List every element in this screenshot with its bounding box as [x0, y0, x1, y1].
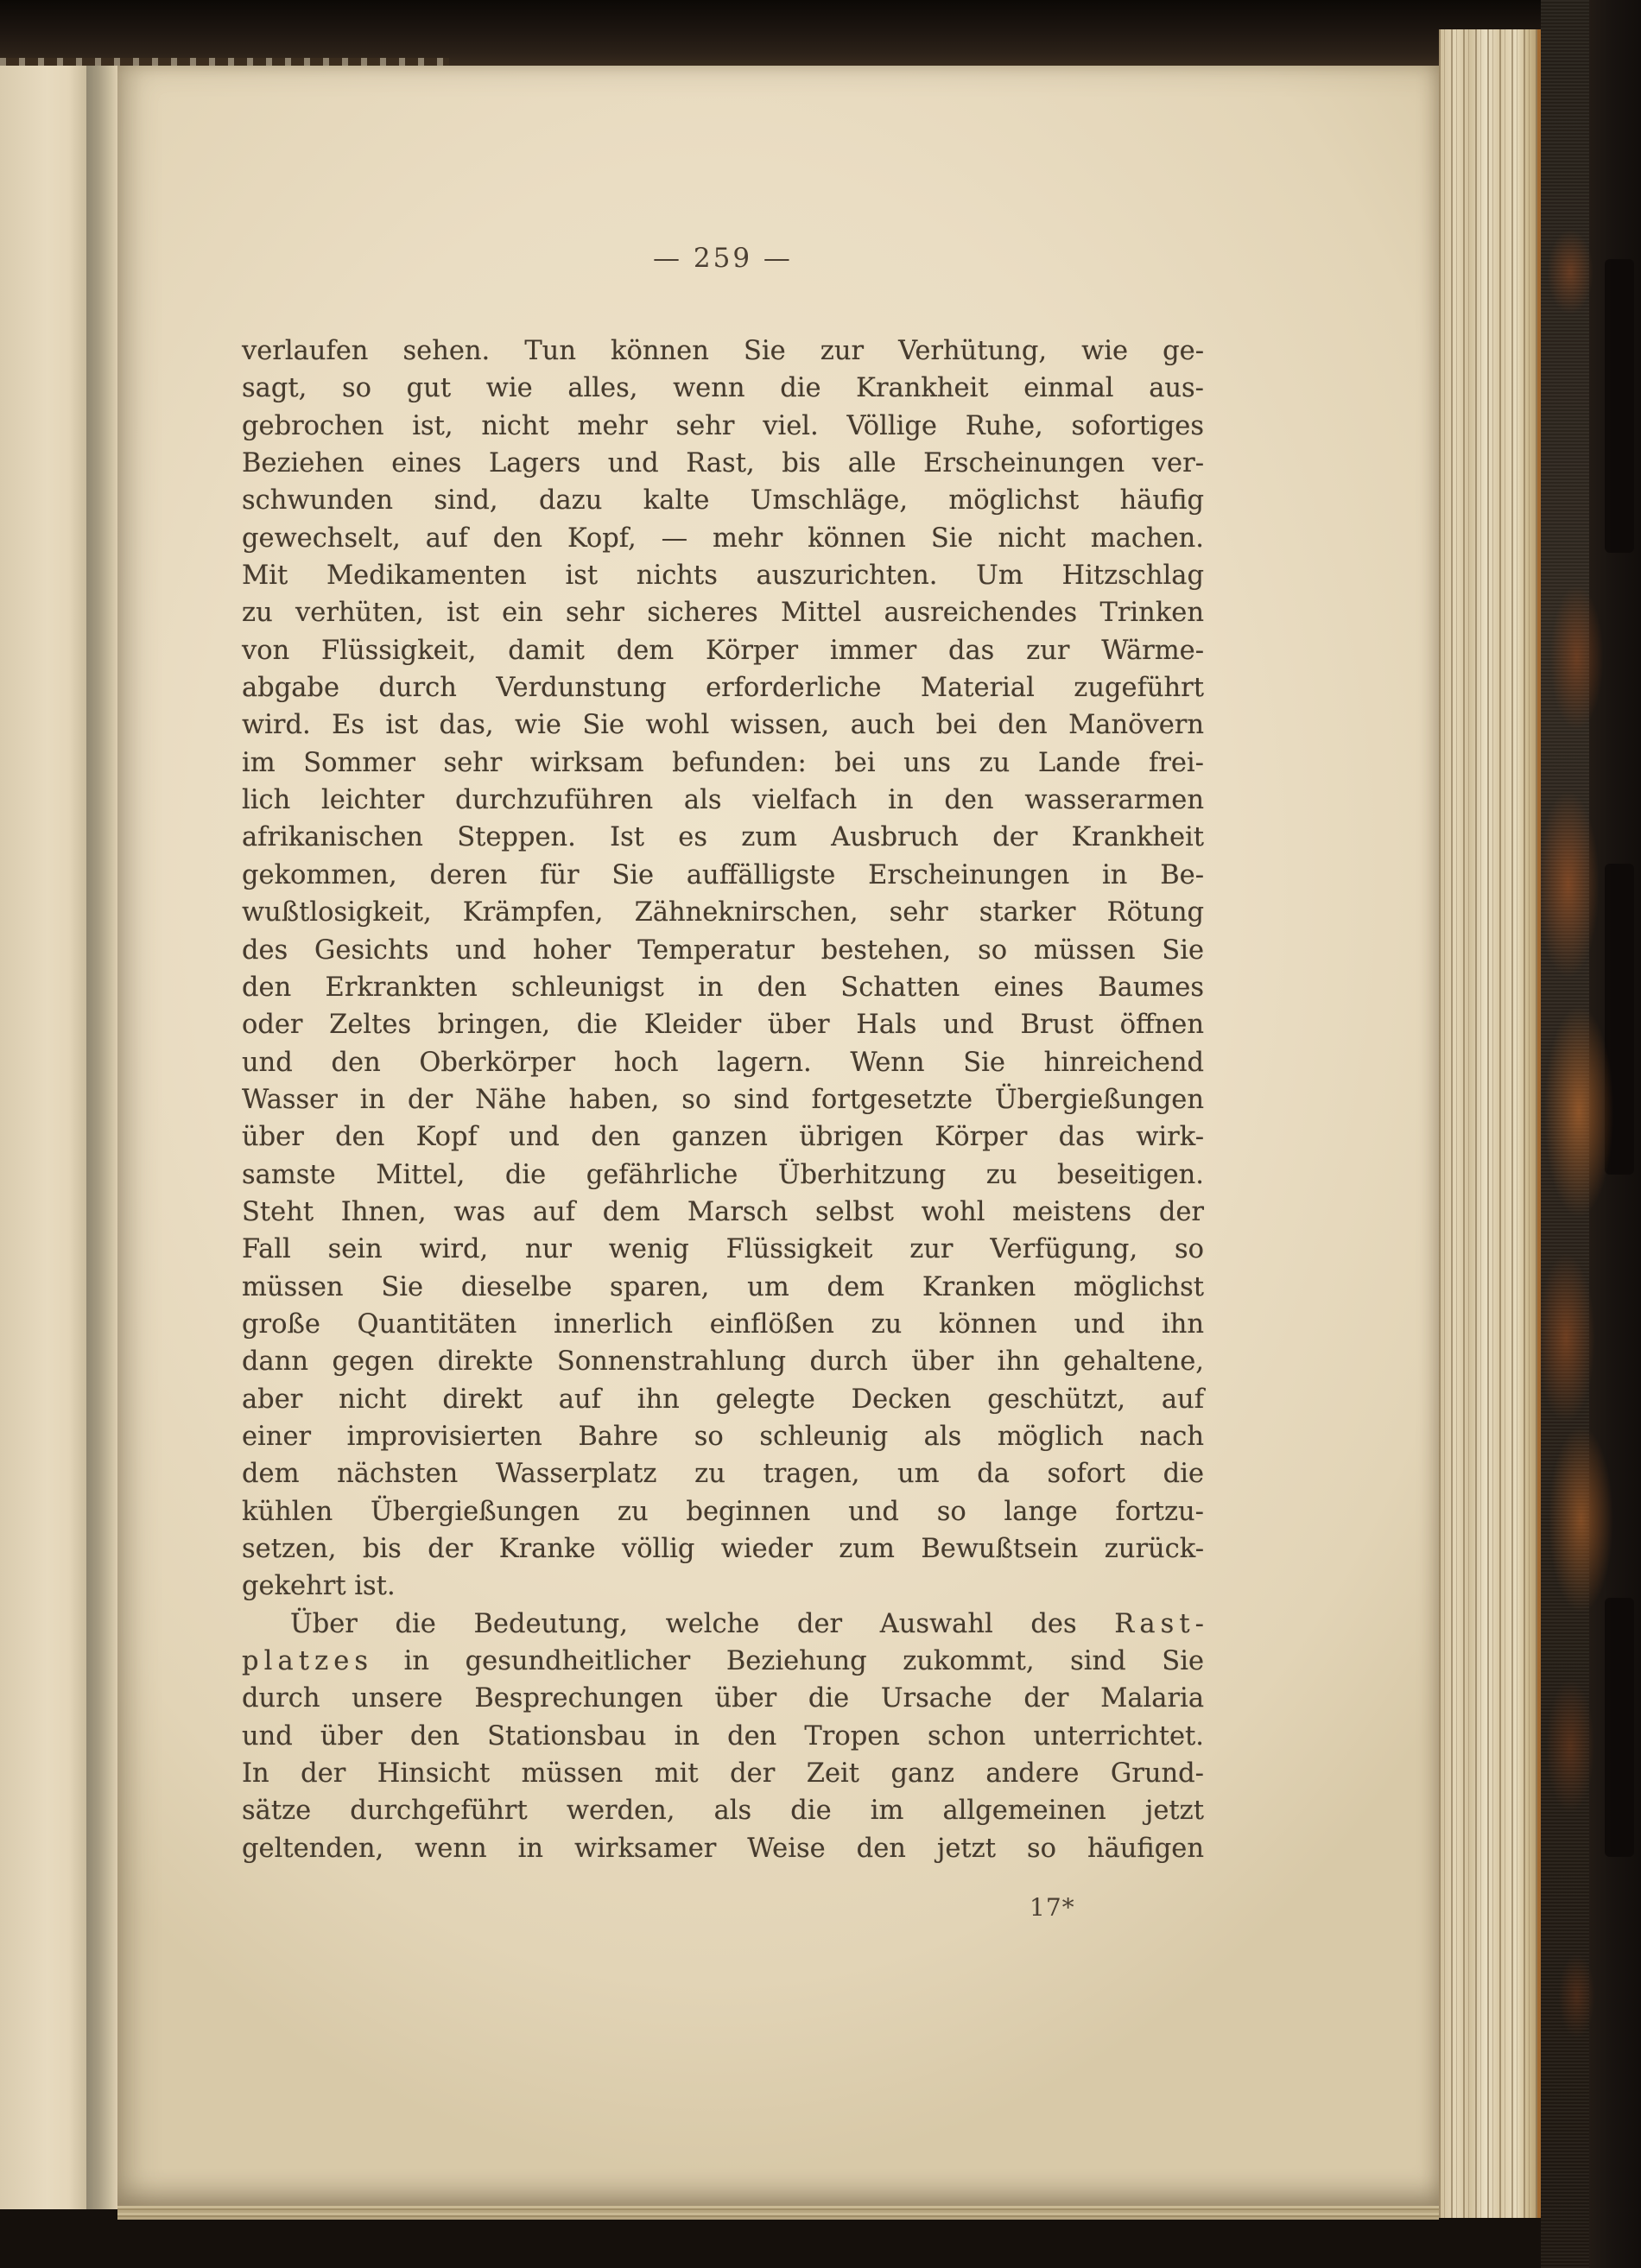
text-line: Beziehen eines Lagers und Rast, bis alle Erscheinungen ver-: [242, 448, 1204, 479]
text-line: samste Mittel, die gefährliche Überhitzung zu beseitigen.: [242, 1159, 1204, 1190]
book-cover-top-edge: [0, 0, 1641, 67]
text-line: verlaufen sehen. Tun können Sie zur Verhütung, wie ge-: [242, 336, 1204, 366]
cover-emboss-mark: [1605, 1598, 1634, 1857]
page-bottom-edges: [117, 2206, 1439, 2220]
text-line: den Erkrankten schleunigst in den Schatten eines Baumes: [242, 972, 1204, 1003]
text-line: über den Kopf und den ganzen übrigen Körper das wirk-: [242, 1122, 1204, 1153]
text-line: lich leichter durchzuführen als vielfach in den wasserarmen: [242, 785, 1204, 816]
text-line: und über den Stationsbau in den Tropen schon unterrichtet.: [242, 1720, 1204, 1752]
text-line: durch unsere Besprechungen über die Ursache der Malaria: [242, 1683, 1204, 1714]
text-line: oder Zeltes bringen, die Kleider über Hals und Brust öffnen: [242, 1010, 1204, 1041]
text-line: Über die Bedeutung, welche der Auswahl des R a s t -: [290, 1608, 1204, 1639]
text-line: von Flüssigkeit, damit dem Körper immer das zur Wärme-: [242, 635, 1204, 666]
text-line: aber nicht direkt auf ihn gelegte Decken geschützt, auf: [242, 1384, 1204, 1415]
text-line: p l a t z e s in gesundheitlicher Beziehung zukommt, sind Sie: [242, 1646, 1204, 1677]
page-number: — 259 —: [653, 243, 793, 274]
text-line: wird. Es ist das, wie Sie wohl wissen, auch bei den Manövern: [242, 710, 1204, 741]
text-line: schwunden sind, dazu kalte Umschläge, möglichst häufig: [242, 485, 1204, 516]
facing-page-edge: [0, 66, 86, 2209]
fore-edge-page-stack: [1439, 29, 1541, 2218]
text-line: gewechselt, auf den Kopf, — mehr können Sie nicht machen.: [242, 523, 1204, 554]
text-line: große Quantitäten innerlich einflößen zu können und ihn: [242, 1308, 1204, 1340]
text-line: im Sommer sehr wirksam befunden: bei uns zu Lande frei-: [242, 747, 1204, 778]
text-line: dem nächsten Wasserplatz zu tragen, um da sofort die: [242, 1459, 1204, 1490]
text-column: [242, 243, 1204, 1922]
text-line: Fall sein wird, nur wenig Flüssigkeit zur Verfügung, so: [242, 1234, 1204, 1265]
text-line: In der Hinsicht müssen mit der Zeit ganz andere Grund-: [242, 1758, 1204, 1790]
text-line: des Gesichts und hoher Temperatur bestehen, so müssen Sie: [242, 934, 1204, 966]
text-line: kühlen Übergießungen zu beginnen und so lange fortzu-: [242, 1496, 1204, 1527]
text-line: gebrochen ist, nicht mehr sehr viel. Völlige Ruhe, sofortiges: [242, 410, 1204, 441]
text-line: sätze durchgeführt werden, als die im allgemeinen jetzt: [242, 1796, 1204, 1827]
text-line: Steht Ihnen, was auf dem Marsch selbst wohl meistens der: [242, 1196, 1204, 1227]
text-line: zu verhüten, ist ein sehr sicheres Mittel ausreichendes Trinken: [242, 598, 1204, 629]
cover-emboss-mark: [1605, 864, 1634, 1175]
text-line: müssen Sie dieselbe sparen, um dem Kranken möglichst: [242, 1271, 1204, 1302]
text-line: geltenden, wenn in wirksamer Weise den jetzt so häufigen: [242, 1833, 1204, 1864]
text-line: gekommen, deren für Sie auffälligste Erscheinungen in Be-: [242, 859, 1204, 890]
text-line: Mit Medikamenten ist nichts auszurichten. Um Hitzschlag: [242, 561, 1204, 592]
cover-emboss-mark: [1605, 259, 1634, 553]
text-line: gekehrt ist.: [242, 1571, 396, 1602]
text-line: dann gegen direkte Sonnenstrahlung durch über ihn gehaltene,: [242, 1346, 1204, 1378]
text-line: setzen, bis der Kranke völlig wieder zum Bewußtsein zurück-: [242, 1534, 1204, 1564]
text-line: sagt, so gut wie alles, wenn die Krankheit einmal aus-: [242, 373, 1204, 404]
text-line: afrikanischen Steppen. Ist es zum Ausbruch der Krankheit: [242, 822, 1204, 853]
gutter-shadow: [86, 66, 117, 2209]
body-text: [242, 333, 1204, 1867]
signature-mark: 17*: [1030, 1893, 1075, 1923]
book-cover-right: [1589, 0, 1641, 2268]
book-page: [117, 66, 1439, 2206]
text-line: Wasser in der Nähe haben, so sind fortgesetzte Übergießungen: [242, 1084, 1204, 1115]
text-line: wußtlosigkeit, Krämpfen, Zähneknirschen, sehr starker Rötung: [242, 897, 1204, 928]
text-line: abgabe durch Verdunstung erforderliche Material zugeführt: [242, 673, 1204, 704]
text-line: und den Oberkörper hoch lagern. Wenn Sie hinreichend: [242, 1047, 1204, 1078]
book-cover-cloth-band: [1541, 0, 1589, 2268]
text-line: einer improvisierten Bahre so schleunig als möglich nach: [242, 1421, 1204, 1452]
